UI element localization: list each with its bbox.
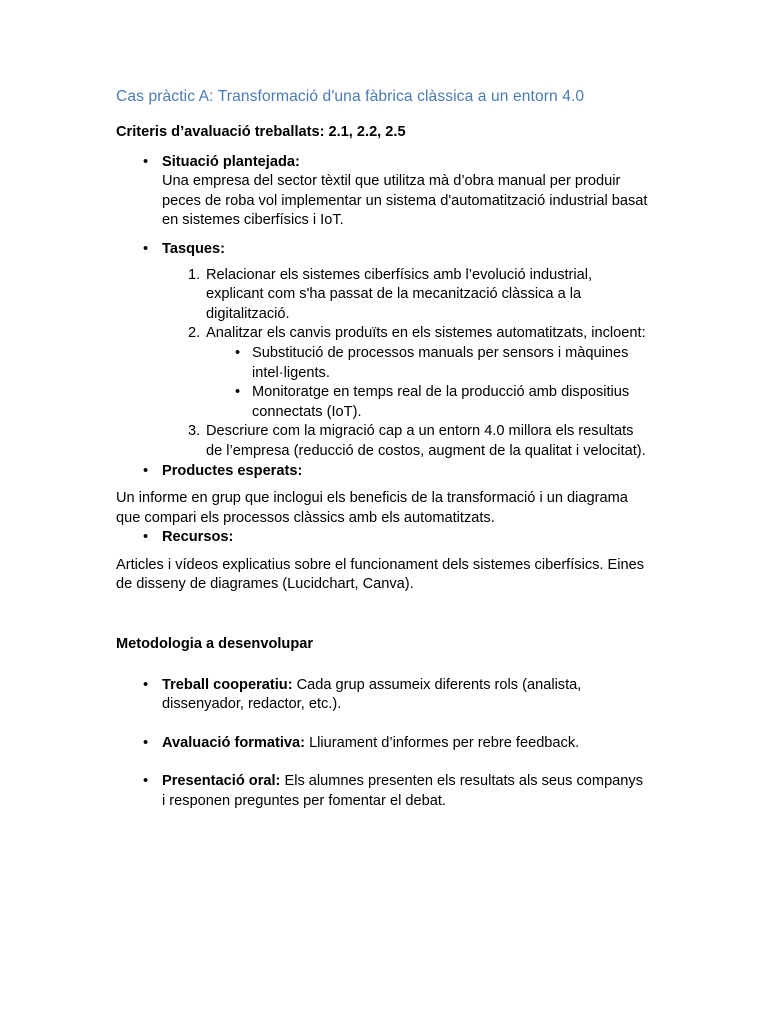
case-sections-list bbox=[116, 153, 650, 482]
products-label: • Productes esperats: bbox=[162, 462, 303, 479]
task-number: 1. bbox=[188, 266, 201, 283]
task-subitem: • Substitució de processos manuals per sensors i màquines intel·ligents. bbox=[252, 344, 650, 383]
methodology-item-text: Els alumnes presenten els resultats als seus companys i responen preguntes per fomentar el debat. bbox=[162, 773, 644, 810]
task-subitem: • Monitoratge en temps real de la producció amb dispositius connectats (IoT). bbox=[252, 383, 650, 422]
tasks-list bbox=[162, 266, 650, 462]
resources-text: Articles i vídeos explicatius sobre el funcionament dels sistemes ciberfísics. Eines de disseny de diagrames (Lucidchart, Canva). bbox=[116, 556, 645, 593]
list-item-products bbox=[162, 462, 650, 482]
tasks-label: • Tasques: bbox=[162, 240, 225, 257]
methodology-item-text: Lliurament d’informes per rebre feedback. bbox=[305, 734, 580, 751]
situation-label: • Situació plantejada: bbox=[162, 153, 300, 170]
task-subitems-list bbox=[206, 344, 650, 422]
list-item-tasks bbox=[162, 240, 650, 462]
case-title: Cas pràctic A: Transformació d'una fàbrica clàssica a un entorn 4.0 bbox=[116, 88, 585, 105]
methodology-item-label: Presentació oral: bbox=[162, 773, 281, 790]
methodology-list bbox=[116, 676, 650, 812]
situation-text: Una empresa del sector tèxtil que utilitza mà d’obra manual per produir peces de roba vol implementar un sistema d'automatització industrial basat en sistemes ciberfísics i IoT. bbox=[162, 173, 648, 229]
methodology-title: Metodologia a desenvolupar bbox=[116, 636, 314, 653]
task-item bbox=[188, 324, 650, 422]
methodology-item-text: Cada grup assumeix diferents rols (analista, dissenyador, redactor, etc.). bbox=[162, 676, 582, 713]
list-item-situation bbox=[162, 153, 650, 231]
task-number: 2. bbox=[188, 325, 201, 342]
methodology-item-label: Avaluació formativa: bbox=[162, 734, 306, 751]
methodology-item bbox=[162, 772, 650, 811]
methodology-item bbox=[162, 734, 650, 754]
list-item-resources bbox=[162, 528, 650, 548]
task-item bbox=[188, 422, 650, 461]
evaluation-criteria: Criteris d’avaluació treballats: 2.1, 2.2, 2.5 bbox=[116, 124, 406, 140]
task-text: Relacionar els sistemes ciberfísics amb l’evolució industrial, explicant com s'ha passat de la mecanització clàssica a la digitalització. bbox=[206, 266, 593, 322]
methodology-item-label: Treball cooperatiu: bbox=[162, 676, 293, 693]
task-text: Descriure com la migració cap a un entorn 4.0 millora els resultats de l’empresa (reducció de costos, augment de la qualitat i velocitat). bbox=[206, 423, 646, 459]
task-text: Analitzar els canvis produïts en els sistemes automatitzats, incloent: bbox=[206, 325, 646, 342]
task-item bbox=[188, 266, 650, 325]
resources-label: • Recursos: bbox=[162, 529, 234, 546]
methodology-item bbox=[162, 676, 650, 715]
resources-list bbox=[116, 528, 650, 548]
products-text: Un informe en grup que inclogui els beneficis de la transformació i un diagrama que compari els processos clàssics amb els automatitzats. bbox=[116, 490, 628, 526]
task-number: 3. bbox=[188, 423, 201, 440]
